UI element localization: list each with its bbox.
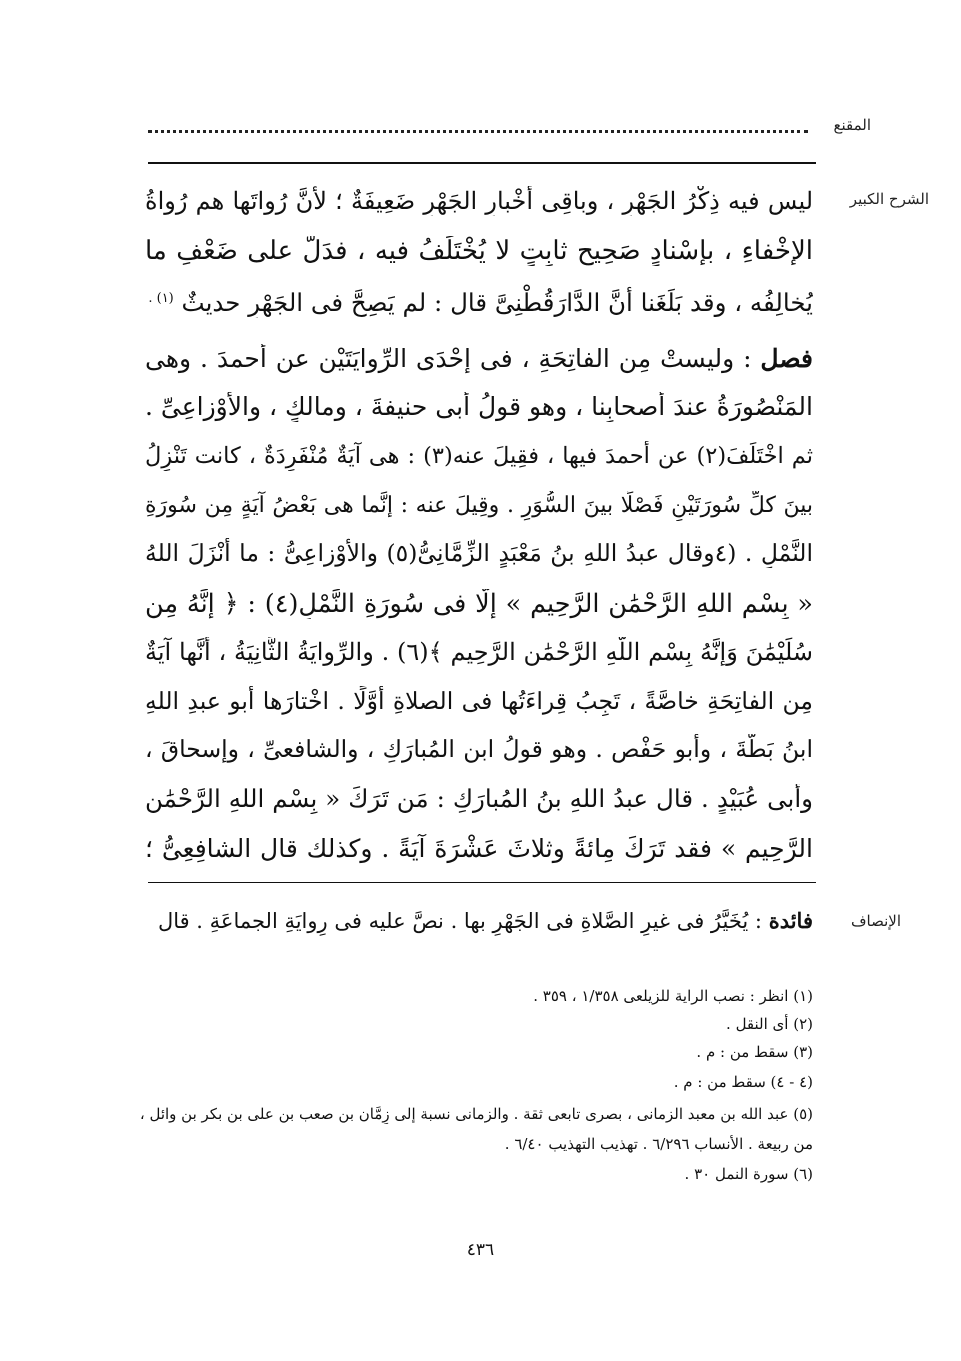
footnote-ref-1: (١) . [148,291,174,306]
section-line-6: « بِسْمِ اللهِ الرَّحْمَٰنِ الرَّحِيمِ » إلَّا فى سُورَةِ النَّمْلِ(٤) : ﴿ إِنَّهُ مِن [145,589,813,619]
footnote-5-cont: من ربيعة . الأنساب ٦/٢٩٦ . تهذيب التهذيب ٦/٤٠ . [504,1135,813,1153]
section-line-4: بينَ كلِّ سُورَتَيْنِ فَصْلًا بينَ السُّوَرِ . وقِيلَ عنه : إنَّما هى بَعْضُ آيَةٍ مِن سُورَةِ [145,493,813,518]
footnote-2: (٢) أى النقل . [726,1015,813,1033]
section-line-8: مِن الفاتِحَةِ خاصَّةً ، تَجِبُ قِراءَتُها فى الصلاةِ أوَّلًا . اخْتارَها أبو عبدِ اللهِ [145,687,813,715]
section-line-1: فصل : وليستْ مِن الفاتِحَةِ ، فى إحْدَى الرِّوايَتَيْنِ عن أحمدَ . وهى [145,344,813,373]
footnote-6: (٦) سورة النمل ٣٠ . [684,1165,813,1183]
side-label-sharh: الشرح الكبير [849,190,929,208]
section-line-5: النَّمْلِ . (٤وقال عبدُ اللهِ بنُ مَعْبَدٍ الزِّمَّانِىُّ(٥) والأوْزاعِىُّ : ما أنْزَلَ اللهُ [145,539,813,567]
main-line-1: ليس فيه ذِكْرُ الجَهْرِ ، وباقِى أخْبارِ الجَهْرِ ضَعِيفَةٌ ؛ لأنَّ رُواتَها هم رُواةُ [145,187,813,215]
section-heading: فصل [760,344,813,373]
footnote-4: (٤ - ٤) سقط من : م . [673,1073,813,1091]
footnote-1: (١) انظر : نصب الراية للزيلعى ١/٣٥٨ ، ٣٥٩ . [533,987,813,1005]
header-dotted-rule [148,130,808,133]
insaf-rule [148,882,816,883]
section-line-2: المَنْصُورَةُ عندَ أصحابِنا ، وهو قولُ أبى حنيفةَ ، ومالكٍ ، والأوْزاعِىِّ . [145,392,813,421]
top-rule [148,162,816,164]
section-line-3: ثم اخْتَلَفَ(٢) عن أحمدَ فيها ، فقِيلَ عنه(٣) : هى آيَةٌ مُنْفَرِدَةٌ ، كانت تَنْزِلُ [145,443,813,469]
footnote-5: (٥) عبد الله بن معبد الزمانى ، بصرى تابعى ثقة . والزمانى نسبة إلى زِمَّان بن صعب بن على بن بكر بن وائل ، [139,1105,813,1123]
footnote-3: (٣) سقط من : م . [696,1043,813,1061]
insaf-heading: فائدة [768,908,813,933]
insaf-line: فائدة : يُخَيَّرُ فى غيرِ الصَّلاةِ فى الجَهْرِ بها . نصَّ عليه فى رِوايَةِ الجماعَةِ . قال [157,908,813,933]
section-line-11: الرَّحِيمِ » فقد تَرَكَ مِائةً وثلاثَ عَشْرَةَ آيَةً . وكذلك قال الشافِعِىُّ ؛ [145,834,813,863]
book-label: المقنع [833,116,871,134]
page-number: ٤٣٦ [466,1240,495,1260]
section-line-7: سُلَيْمَٰنَ وَإِنَّهُ بِسْمِ اللَّهِ الرَّحْمَٰنِ الرَّحِيمِ ﴾(٦) . والرِّوايَةُ الثَّانِيَةُ ، أنَّها آيَةٌ [145,638,813,666]
section-line-9: ابنُ بَطَّةَ ، وأبو حَفْصٍ . وهو قولُ ابنِ المُبارَكِ ، والشافعىِّ ، وإسحاقَ ، [145,735,813,763]
side-label-insaf: الإنصاف [850,912,901,930]
main-line-2: الإِخْفاءِ ، بإسْنادٍ صَحِيحٍ ثابِتٍ لا يُخْتَلَفُ فيه ، فدَلَّ على ضَعْفِ ما [145,236,813,266]
section-line-10: وأبى عُبَيْدٍ . قال عبدُ اللهِ بنُ المُبارَكِ : مَن تَرَكَ « بِسْمِ اللهِ الرَّحْمَٰنِ [145,784,813,813]
main-line-3: يُخالِفُه ، وقد بَلَغَنا أنَّ الدَّارَقُطْنِىَّ قال : لم يَصِحَّ فى الجَهْرِ حديثٌ $^{(١) .}$ [148,288,813,318]
